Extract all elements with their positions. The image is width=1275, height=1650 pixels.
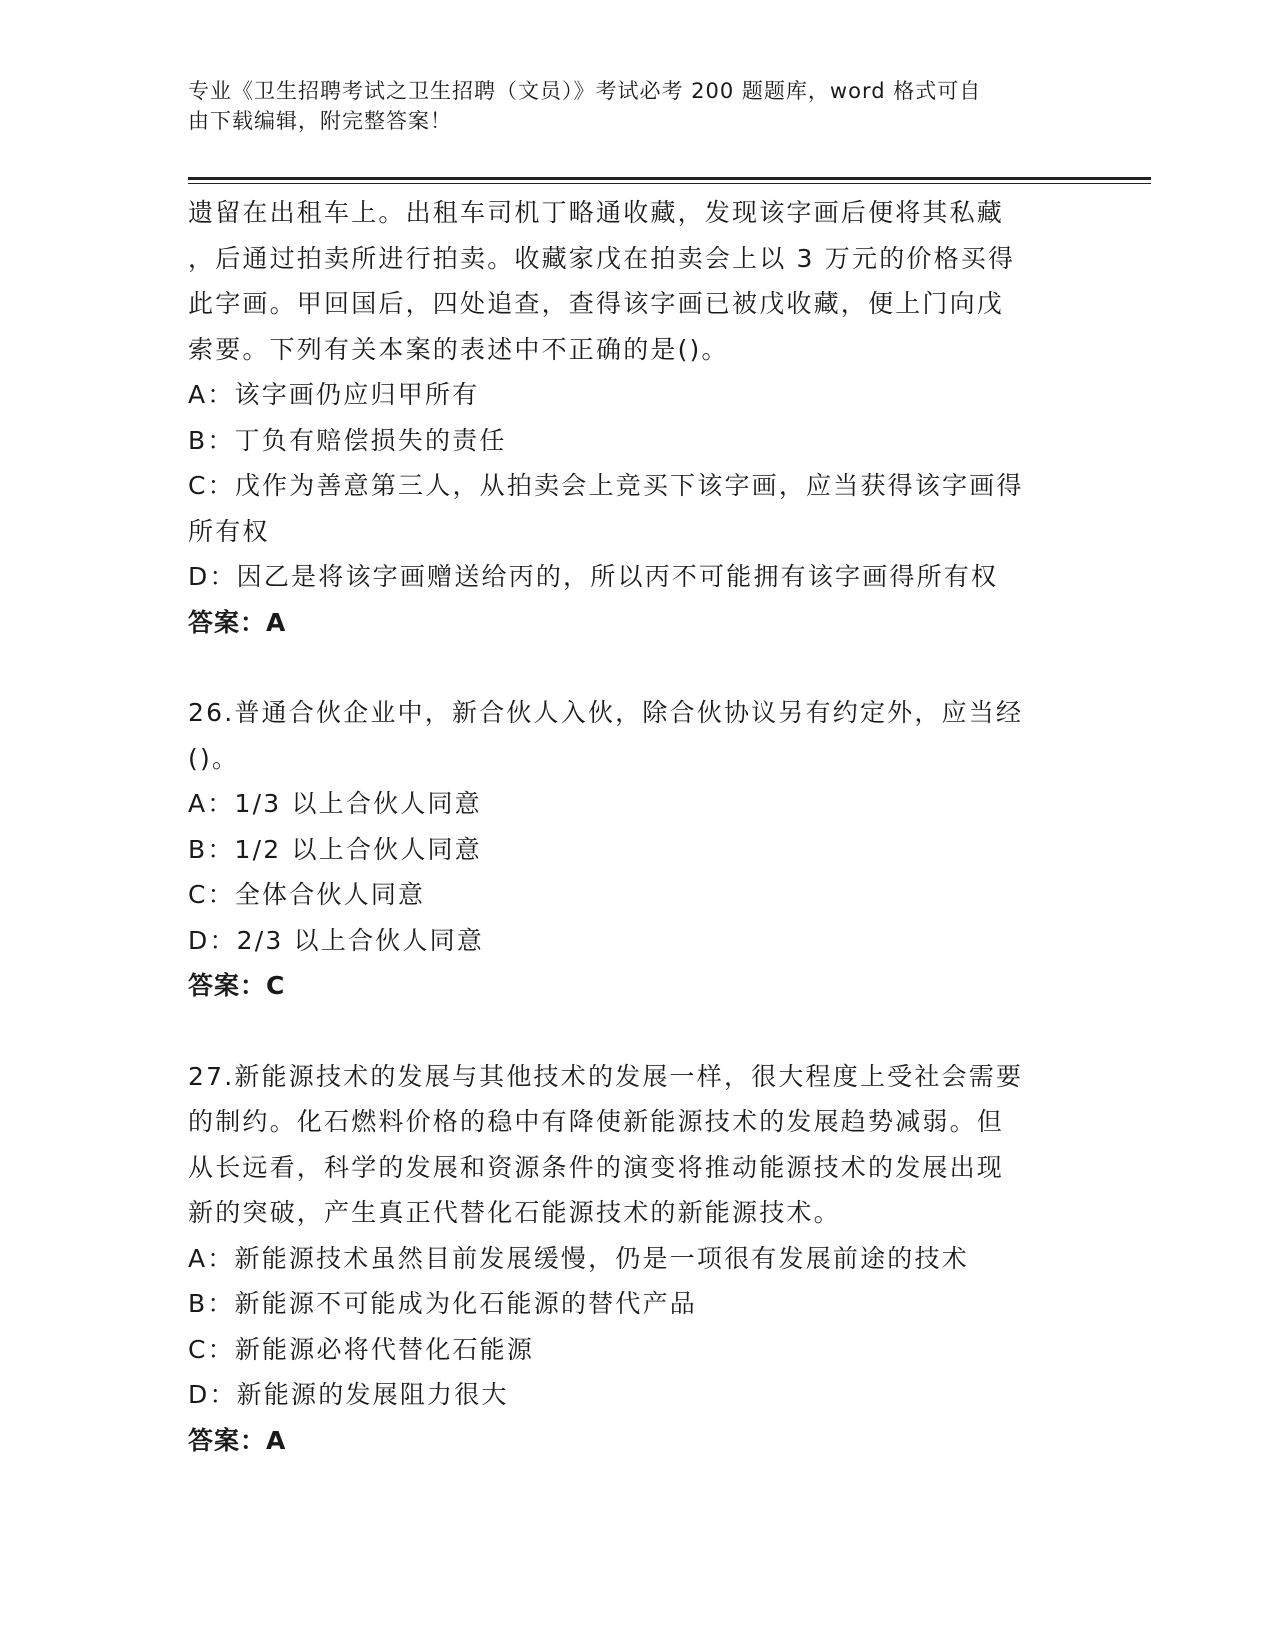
header-line-1: 专业《卫生招聘考试之卫生招聘（文员）》考试必考 200 题题库，word 格式可自 — [188, 79, 982, 103]
header-divider-thin — [188, 183, 1151, 184]
option-d: D：因乙是将该字画赠送给丙的，所以丙不可能拥有该字画得所有权 — [188, 562, 999, 591]
option-a: A：该字画仍应归甲所有 — [188, 380, 480, 409]
question-stem-line: 26.普通合伙企业中，新合伙人入伙，除合伙协议另有约定外，应当经 — [188, 698, 1024, 727]
question-stem-line: 的制约。化石燃料价格的稳中有降使新能源技术的发展趋势减弱。但 — [188, 1107, 1005, 1136]
answer: 答案：A — [188, 1425, 287, 1455]
answer: 答案：A — [188, 607, 287, 637]
option-c-continued: 所有权 — [188, 516, 270, 546]
option-c: C：戊作为善意第三人，从拍卖会上竞买下该字画，应当获得该字画得 — [188, 471, 1024, 500]
option-b: B：新能源不可能成为化石能源的替代产品 — [188, 1289, 697, 1318]
question-stem-line: ，后通过拍卖所进行拍卖。收藏家戊在拍卖会上以 3 万元的价格买得 — [188, 243, 1016, 273]
option-a: A：1/3 以上合伙人同意 — [188, 789, 482, 818]
option-c: C：全体合伙人同意 — [188, 880, 426, 909]
header-divider-thick — [188, 177, 1151, 180]
document-header — [188, 76, 1068, 136]
question-stem-line: 27.新能源技术的发展与其他技术的发展一样，很大程度上受社会需要 — [188, 1061, 1024, 1091]
question-27 — [188, 1054, 1088, 1464]
option-d: D：新能源的发展阻力很大 — [188, 1380, 509, 1409]
question-26 — [188, 690, 1088, 1009]
question-stem-line: 索要。下列有关本案的表述中不正确的是()。 — [188, 334, 729, 364]
question-25 — [188, 190, 1088, 645]
question-stem-line: 从长远看，科学的发展和资源条件的演变将推动能源技术的发展出现 — [188, 1152, 1005, 1182]
answer: 答案：C — [188, 971, 286, 1000]
document-body — [188, 190, 1088, 1463]
option-a: A：新能源技术虽然目前发展缓慢，仍是一项很有发展前途的技术 — [188, 1243, 969, 1273]
question-stem-line: 遗留在出租车上。出租车司机丁略通收藏，发现该字画后便将其私藏 — [188, 198, 1005, 227]
question-stem-line: 此字画。甲回国后，四处追查，查得该字画已被戊收藏，便上门向戊 — [188, 289, 1005, 318]
option-b: B：1/2 以上合伙人同意 — [188, 834, 482, 864]
question-stem-line: ()。 — [188, 743, 240, 773]
option-b: B：丁负有赔偿损失的责任 — [188, 425, 507, 455]
option-c: C：新能源必将代替化石能源 — [188, 1334, 535, 1364]
option-d: D：2/3 以上合伙人同意 — [188, 925, 485, 955]
question-stem-line: 新的突破，产生真正代替化石能源技术的新能源技术。 — [188, 1198, 841, 1227]
header-line-2: 由下载编辑，附完整答案！ — [188, 109, 452, 133]
